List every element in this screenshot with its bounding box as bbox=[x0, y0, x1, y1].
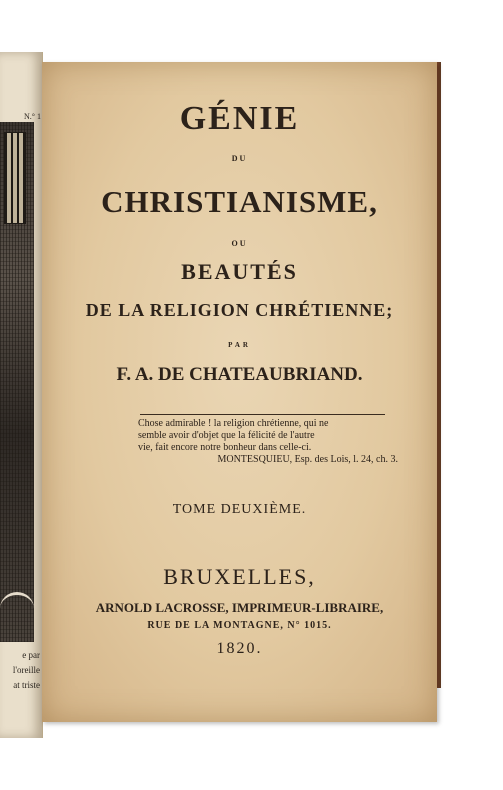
connector-du: DU bbox=[231, 154, 248, 163]
caption-line: e par bbox=[22, 650, 40, 660]
book-title: GÉNIE bbox=[179, 100, 300, 137]
caption-line: at triste bbox=[13, 680, 40, 690]
engraving-window bbox=[4, 132, 26, 224]
connector-ou: OU bbox=[231, 239, 248, 248]
volume-label: TOME DEUXIÈME. bbox=[172, 502, 307, 517]
imprint-city: BRUXELLES, bbox=[163, 564, 316, 589]
connector-par: PAR bbox=[228, 341, 251, 349]
epigraph-line: vie, fait encore notre bonheur dans celle-ci. bbox=[138, 442, 312, 453]
imprint-address: RUE DE LA MONTAGNE, N° 1015. bbox=[147, 620, 332, 631]
author-name: F. A. DE CHATEAUBRIAND. bbox=[116, 364, 363, 385]
frontispiece-engraving bbox=[0, 122, 34, 642]
book-subject: CHRISTIANISME, bbox=[101, 184, 378, 219]
frontispiece-caption bbox=[0, 648, 40, 693]
subtitle-line-1: BEAUTÉS bbox=[181, 259, 298, 284]
subtitle-line-2: DE LA RELIGION CHRÉTIENNE; bbox=[85, 300, 394, 320]
imprint-year: 1820. bbox=[216, 640, 263, 657]
epigraph bbox=[138, 418, 398, 466]
title-page bbox=[42, 62, 437, 722]
epigraph-attribution: MONTESQUIEU, Esp. des Lois, l. 24, ch. 3. bbox=[217, 454, 398, 465]
epigraph-rule bbox=[140, 414, 385, 415]
frontispiece-page bbox=[0, 52, 43, 738]
epigraph-line: semble avoir d'objet que la félicité de l'autre bbox=[138, 430, 315, 441]
caption-line: l'oreille bbox=[12, 665, 40, 675]
epigraph-line: Chose admirable ! la religion chrétienne, qui ne bbox=[138, 418, 329, 429]
engraving-wave bbox=[0, 592, 34, 625]
imprint-printer: ARNOLD LACROSSE, IMPRIMEUR-LIBRAIRE, bbox=[95, 600, 384, 615]
plate-number: N.° 1 bbox=[24, 112, 41, 121]
